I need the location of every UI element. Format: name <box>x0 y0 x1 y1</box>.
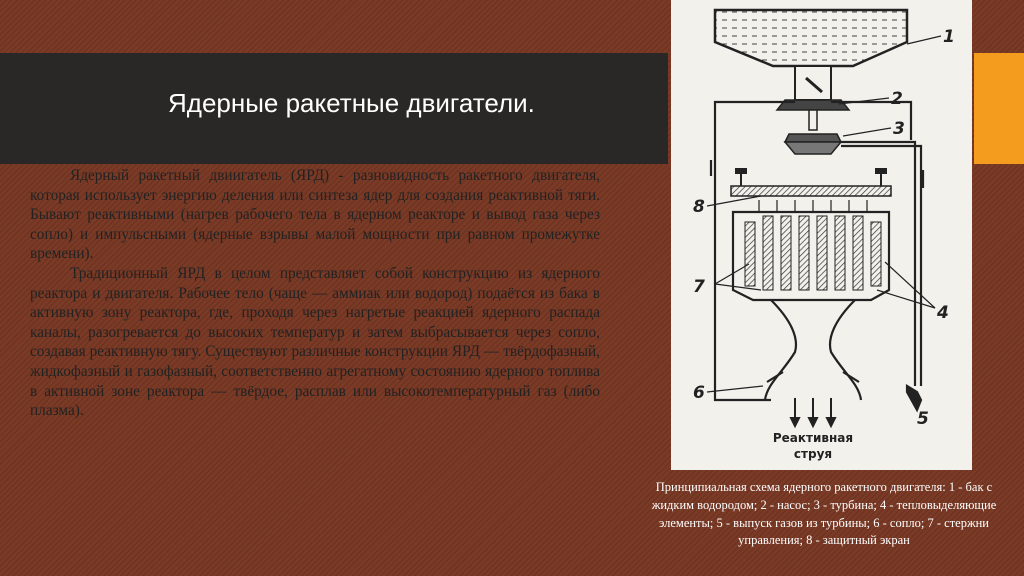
reactor-core <box>733 200 889 300</box>
label-6: 6 <box>693 383 705 403</box>
shield-plate <box>731 168 891 196</box>
body-text <box>30 166 600 421</box>
label-3: 3 <box>893 119 905 139</box>
label-2: 2 <box>891 89 903 109</box>
paragraph-2: Традиционный ЯРД в целом представляет собой конструкцию из ядерного реактора и двигателя. Рабочее тело (чаще — аммиак или водород) подаётся из бака в активную зону реактора, где, проходя через нагретые реакцией ядерного распада каналы, разогревается до высоких температур и затем выбрасывается через сопло, создавая реактивную тягу. Существуют различные конструкции ЯРД — твёрдофазный, жидкофазный и газофазный, соответственно агрегатному состоянию ядерного топлива в активной зоне реактора — твёрдое, расплав или высокотемпературный газ (либо плазма). <box>30 264 600 420</box>
label-8: 8 <box>693 197 705 217</box>
engine-diagram-svg <box>671 0 972 470</box>
figure-caption: Принципиальная схема ядерного ракетного двигателя: 1 - бак с жидким водородом; 2 - насос; 3 - турбина; 4 - тепловыделяющие элементы; 5 - выпуск газов из турбины; 6 - сопло; 7 - стержни управления; 8 - защитный экран <box>651 480 997 548</box>
tank <box>715 10 907 66</box>
exhaust-arrows <box>791 398 835 426</box>
label-7: 7 <box>693 277 705 297</box>
label-1: 1 <box>943 27 955 47</box>
slide-title: Ядерные ракетные двигатели. <box>168 88 535 118</box>
label-5: 5 <box>917 409 929 429</box>
nozzle <box>765 300 861 400</box>
turbine <box>785 134 841 154</box>
jet-label-line-2: струя <box>793 447 833 461</box>
jet-label-line-1: Реактивная <box>772 431 854 445</box>
pump <box>777 66 849 130</box>
accent-block <box>974 53 1024 164</box>
engine-diagram <box>671 0 972 470</box>
label-4: 4 <box>937 303 949 323</box>
paragraph-1: Ядерный ракетный двиигатель (ЯРД) - разновидность ракетного двигателя, которая использует энергию деления или синтеза ядер для создания реактивной тяги. Бывают реактивными (нагрев рабочего тела в ядерном реакторе и вывод газа через сопло) и импульсными (ядерные взрывы малой мощности при равном промежутке времени). <box>30 167 600 263</box>
